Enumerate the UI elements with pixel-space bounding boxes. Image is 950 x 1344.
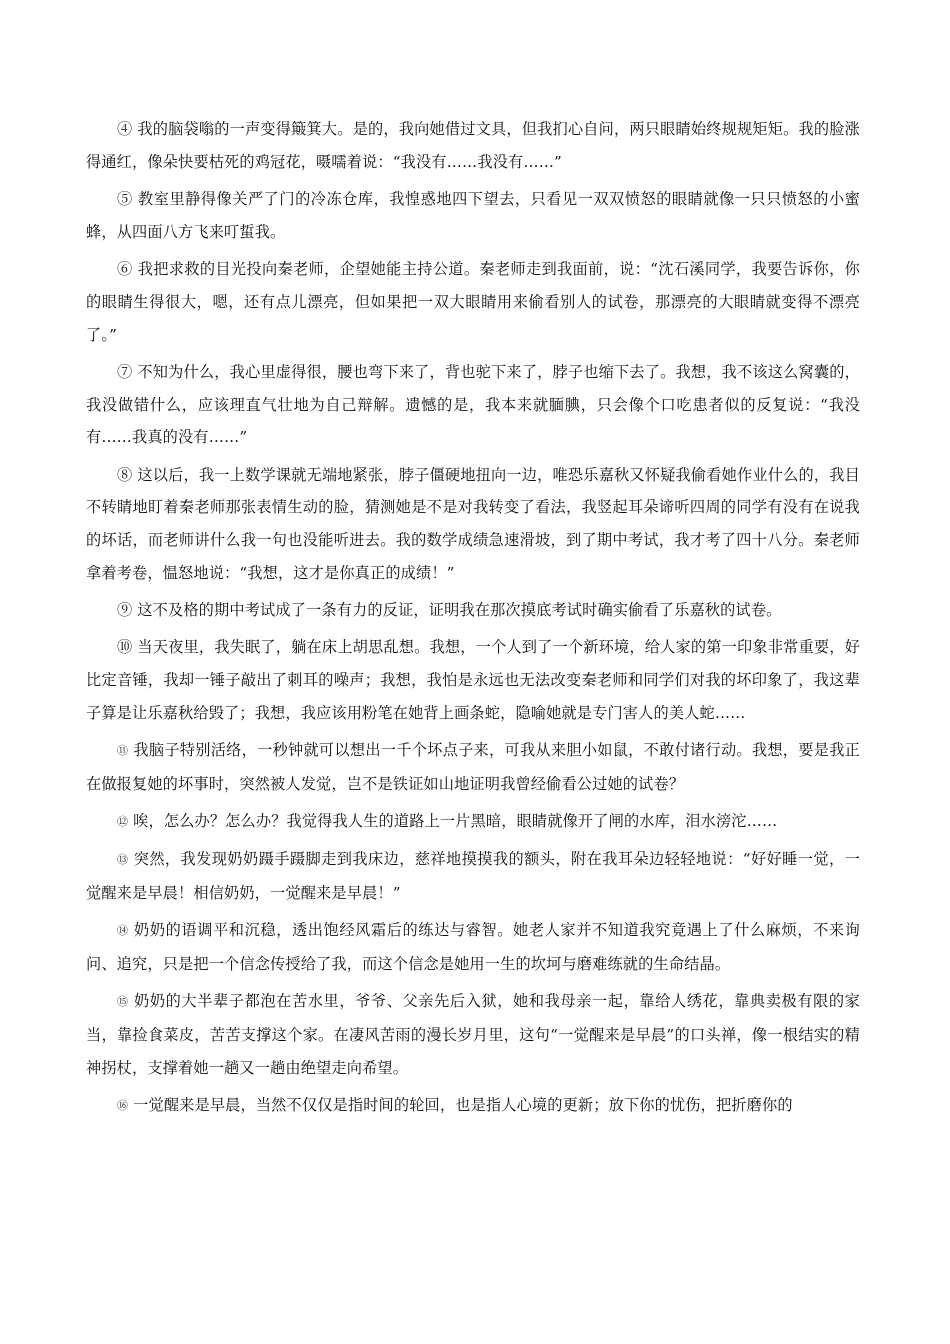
paragraph-13 — [86, 843, 860, 910]
paragraph-text: 不知为什么，我心里虚得很，腰也弯下来了，背也驼下来了，脖子也缩下去了。我想，我不该这么窝囊的，我没做错什么，应该理直气壮地为自己辩解。遗憾的是，我本来就腼腆，只会像个口吃患者似的反复说：“我没有……我真的没有……” — [86, 362, 860, 447]
paragraph-8 — [86, 459, 860, 590]
paragraph-text: 这不及格的期中考试成了一条有力的反证，证明我在那次摸底考试时确实偷看了乐嘉秋的试卷。 — [137, 601, 782, 620]
paragraph-text: 唉，怎么办？怎么办？我觉得我人生的道路上一片黑暗，眼睛就像开了闸的水库，泪水滂沱…… — [133, 812, 778, 831]
paragraph-10 — [86, 631, 860, 729]
paragraph-5 — [86, 183, 860, 249]
paragraph-number: ⑩ — [117, 638, 133, 657]
paragraph-12 — [86, 805, 860, 839]
paragraph-number: ⑭ — [117, 924, 129, 938]
paragraph-number: ⑯ — [117, 1099, 129, 1112]
paragraph-number: ⑦ — [117, 362, 133, 381]
paragraph-number: ④ — [117, 120, 133, 138]
paragraph-text: 这以后，我一上数学课就无端地紧张，脖子僵硬地扭向一边，唯恐乐嘉秋又怀疑我偷看她作业什么的，我目不转睛地盯着秦老师那张表情生动的脸，猜测她是不是对我转变了看法，我竖起耳朵谛听四周的同学有没有在说我的坏话，而老师讲什么我一句也没能听进去。我的数学成绩急速滑坡，到了期中考试，我才考了四十八分。秦老师拿着考卷，愠怒地说：“我想，这才是你真正的成绩！” — [86, 465, 860, 582]
paragraph-7 — [86, 356, 860, 454]
paragraph-4 — [86, 113, 860, 179]
article-body — [86, 113, 860, 1127]
paragraph-text: 奶奶的语调平和沉稳，透出饱经风霜后的练达与睿智。她老人家并不知道我究竟遇上了什么麻烦，不来询问、追究，只是把一个信念传授给了我，而这个信念是她用一生的坎坷与磨难练就的生命结晶。 — [86, 921, 860, 974]
paragraph-text: 奶奶的大半辈子都泡在苦水里，爷爷、父亲先后入狱，她和我母亲一起，靠给人绣花，靠典卖极有限的家当，靠捡食菜皮，苦苦支撑这个家。在凄风苦雨的漫长岁月里，这句“一觉醒来是早晨”的口头禅，像一根结实的精神拐杖，支撑着她一趟又一趟由绝望走向希望。 — [86, 992, 860, 1077]
paragraph-16 — [86, 1089, 860, 1123]
paragraph-number: ⑧ — [117, 465, 133, 484]
paragraph-15 — [86, 985, 860, 1084]
paragraph-text: 突然，我发现奶奶蹑手蹑脚走到我床边，慈祥地摸摸我的额头，附在我耳朵边轻轻地说：“好好睡一觉，一觉醒来是早晨！相信奶奶，一觉醒来是早晨！” — [86, 850, 860, 903]
paragraph-text: 教室里静得像关严了门的冷冻仓库，我惶惑地四下望去，只看见一双双愤怒的眼睛就像一只只愤怒的小蜜蜂，从四面八方飞来叮蜇我。 — [86, 189, 860, 241]
paragraph-number: ⑬ — [117, 853, 129, 867]
paragraph-9 — [86, 594, 860, 627]
paragraph-number: ⑥ — [117, 259, 133, 278]
paragraph-text: 我脑子特别活络，一秒钟就可以想出一千个坏点子来，可我从来胆小如鼠，不敢付诸行动。我想，要是我正在做报复她的坏事时，突然被人发觉，岂不是铁证如山地证明我曾经偷看公过她的试卷？ — [86, 741, 860, 793]
paragraph-number: ⑤ — [117, 189, 133, 208]
paragraph-number: ⑨ — [117, 601, 133, 620]
paragraph-text: 我的脑袋嗡的一声变得簸箕大。是的，我向她借过文具，但我扪心自问，两只眼睛始终规规矩矩。我的脸涨得通红，像朵快要枯死的鸡冠花，嗫嚅着说：“我没有……我没有……” — [86, 120, 860, 171]
paragraph-text: 当天夜里，我失眠了，躺在床上胡思乱想。我想，一个人到了一个新环境，给人家的第一印象非常重要，好比定音锤，我却一锤子敲出了刺耳的噪声；我想，我怕是永远也无法改变秦老师和同学们对我的坏印象了，我这辈子算是让乐嘉秋给毁了；我想，我应该用粉笔在她背上画条蛇，隐喻她就是专门害人的美人蛇…… — [86, 638, 860, 722]
paragraph-number: ⑫ — [117, 815, 129, 829]
paragraph-text: 一觉醒来是早晨，当然不仅仅是指时间的轮回，也是指人心境的更新；放下你的忧伤，把折磨你的 — [133, 1096, 793, 1114]
paragraph-14 — [86, 914, 860, 981]
paragraph-6 — [86, 253, 860, 351]
paragraph-text: 我把求救的目光投向秦老师，企望她能主持公道。秦老师走到我面前，说：“沈石溪同学，我要告诉你，你的眼睛生得很大，嗯，还有点儿漂亮，但如果把一双大眼睛用来偷看别人的试卷，那漂亮的大眼睛就变得不漂亮了。” — [86, 259, 860, 344]
paragraph-11 — [86, 734, 860, 801]
paragraph-number: ⑮ — [117, 995, 129, 1009]
paragraph-number: ⑪ — [117, 744, 129, 758]
